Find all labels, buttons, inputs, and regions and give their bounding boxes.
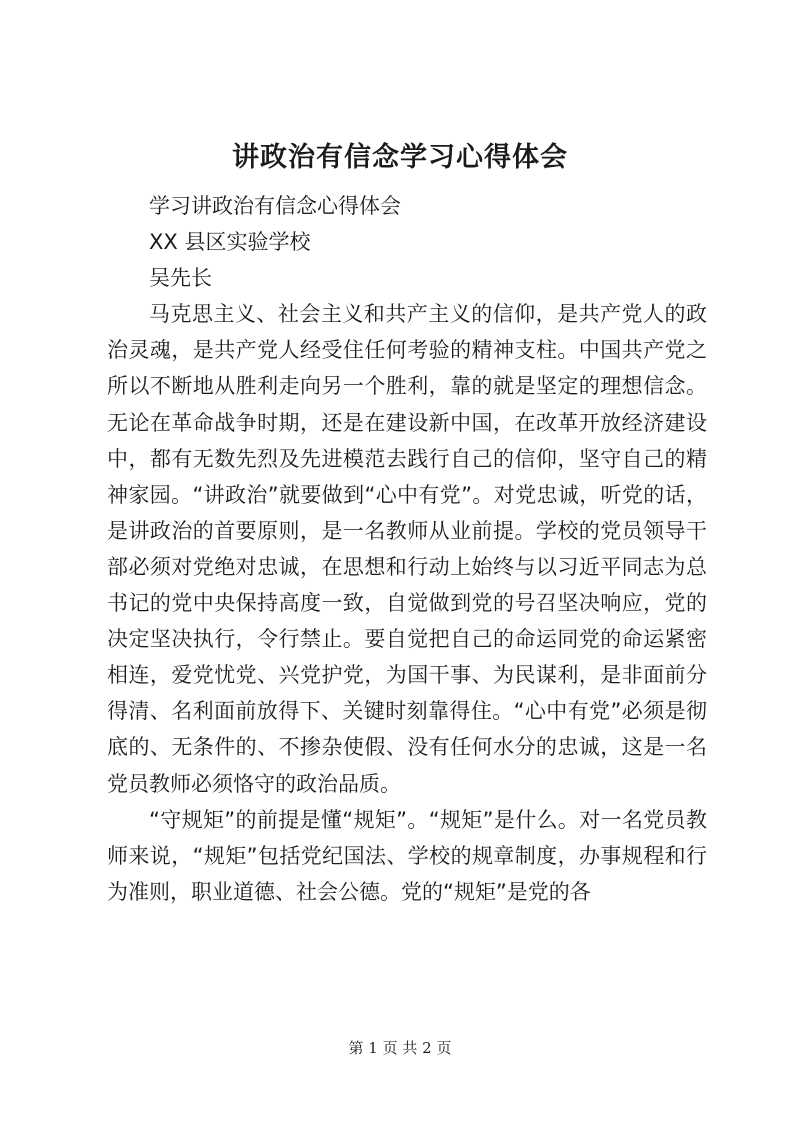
document-body (107, 188, 707, 910)
author-name: 吴先长 (149, 266, 212, 291)
school-name: XX 县区实验学校 (149, 230, 311, 255)
page-title: 讲政治有信念学习心得体会 (232, 142, 568, 173)
document-subtitle: 学习讲政治有信念心得体会 (149, 194, 401, 218)
paragraph: “守规矩”的前提是懂“规矩”。“规矩”是什么。对一名党员教师来说，“规矩”包括党纪国法、学校的规章制度，办事规程和行为准则，职业道德、社会公德。党的“规矩”是党的各 (107, 807, 707, 904)
paragraph: 马克思主义、社会主义和共产主义的信仰，是共产党人的政治灵魂，是共产党人经受住任何考验的精神支柱。中国共产党之所以不断地从胜利走向另一个胜利，靠的就是坚定的理想信念。无论在革命战争时期，还是在建设新中国，在改革开放经济建设中，都有无数先烈及先进模范去践行自己的信仰，坚守自己的精神家园。“讲政治”就要做到“心中有党”。对党忠诚，听党的话，是讲政治的首要原则，是一名教师从业前提。学校的党员领导干部必须对党绝对忠诚，在思想和行动上始终与以习近平同志为总书记的党中央保持高度一致，自觉做到党的号召坚决响应，党的决定坚决执行，令行禁止。要自觉把自己的命运同党的命运紧密相连，爱党忧党、兴党护党，为国干事、为民谋利，是非面前分得清、名利面前放得下、关键时刻靠得住。“心中有党”必须是彻底的、无条件的、不掺杂使假、没有任何水分的忠诚，这是一名党员教师必须恪守的政治品质。 (107, 302, 707, 796)
page-footer: 第 1 页 共 2 页 (348, 1039, 452, 1057)
